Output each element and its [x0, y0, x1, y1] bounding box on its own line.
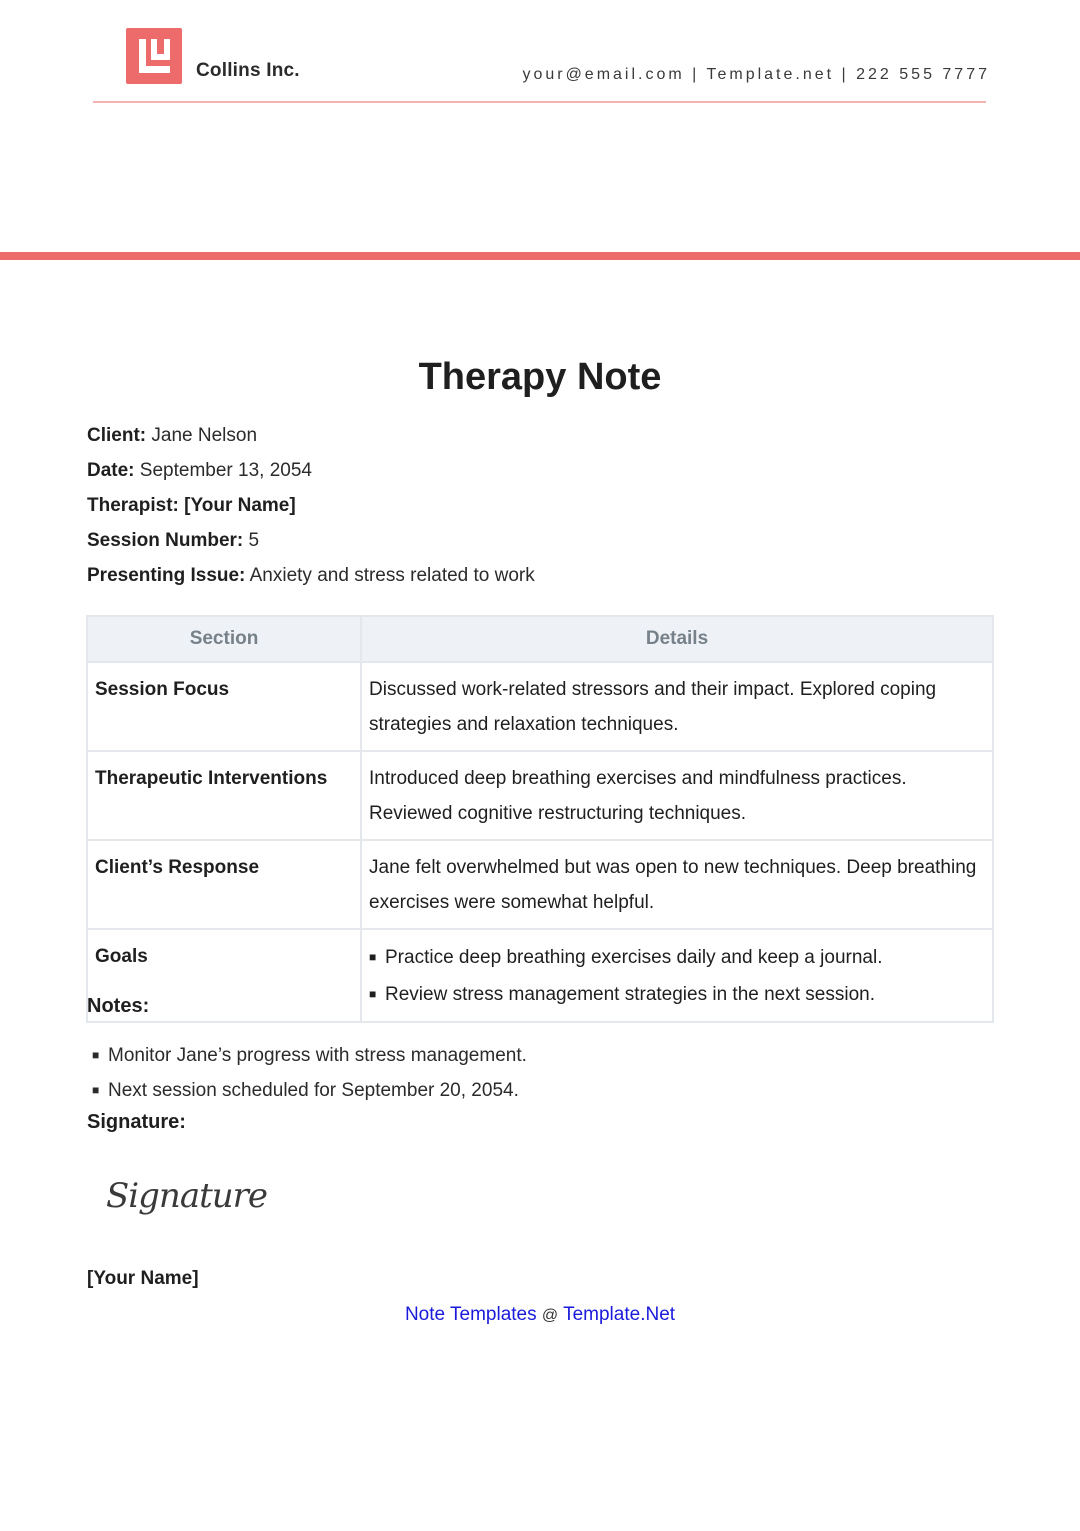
- table-row: [87, 840, 993, 929]
- field-client: [87, 425, 257, 447]
- contact-info: your@email.com | Template.net | 222 555 7777: [522, 66, 990, 83]
- goal-text: Review stress management strategies in the next session.: [385, 984, 876, 1005]
- footer-separator: @: [541, 1307, 559, 1324]
- field-value: September 13, 2054: [139, 460, 312, 481]
- field-session-number: [87, 530, 259, 552]
- row-details: Jane felt overwhelmed but was open to new techniques. Deep breathing exercises were somewhat helpful.: [361, 840, 993, 929]
- field-therapist: [87, 495, 296, 517]
- company-name: Collins Inc.: [196, 60, 300, 81]
- list-item: [92, 1038, 527, 1073]
- notes-list: [92, 1038, 527, 1108]
- column-header-section: Section: [87, 616, 361, 662]
- field-value: 5: [248, 530, 260, 551]
- session-table: [86, 615, 994, 1023]
- list-item: [369, 939, 985, 976]
- page-title: Therapy Note: [418, 356, 662, 398]
- accent-band: [0, 252, 1080, 260]
- note-text: Monitor Jane’s progress with stress management.: [108, 1045, 527, 1066]
- row-details: Introduced deep breathing exercises and mindfulness practices. Reviewed cognitive restructuring techniques.: [361, 751, 993, 840]
- table-row: [87, 929, 993, 1022]
- field-presenting-issue: [87, 565, 535, 587]
- note-text: Next session scheduled for September 20, 2054.: [108, 1080, 519, 1101]
- bullet-icon: ■: [369, 987, 377, 1001]
- field-label: Therapist:: [87, 495, 179, 516]
- table-row: [87, 662, 993, 751]
- row-section: Goals: [87, 929, 361, 1022]
- signature-heading: Signature:: [87, 1111, 186, 1133]
- field-value: Jane Nelson: [151, 425, 258, 446]
- notes-heading: Notes:: [87, 995, 150, 1017]
- table-header-row: [87, 616, 993, 662]
- row-section: Session Focus: [87, 662, 361, 751]
- table-row: [87, 751, 993, 840]
- bullet-icon: ■: [92, 1048, 100, 1062]
- signature-image: Signature: [106, 1176, 268, 1216]
- company-logo: [126, 28, 182, 84]
- row-details: [361, 929, 993, 1022]
- field-label: Client:: [87, 425, 147, 446]
- column-header-details: Details: [361, 616, 993, 662]
- field-label: Presenting Issue:: [87, 565, 246, 586]
- row-section: Client’s Response: [87, 840, 361, 929]
- field-label: Session Number:: [87, 530, 244, 551]
- field-label: Date:: [87, 460, 135, 481]
- signer-name: [Your Name]: [87, 1268, 199, 1289]
- goal-text: Practice deep breathing exercises daily and keep a journal.: [385, 947, 883, 968]
- row-details: Discussed work-related stressors and their impact. Explored coping strategies and relaxation techniques.: [361, 662, 993, 751]
- logo-mark-icon: [126, 28, 182, 84]
- footer: [0, 1304, 1080, 1326]
- header-divider: [93, 101, 986, 103]
- field-value: [Your Name]: [184, 495, 296, 516]
- row-section: Therapeutic Interventions: [87, 751, 361, 840]
- field-value: Anxiety and stress related to work: [249, 565, 535, 586]
- goals-list: [369, 939, 985, 1013]
- bullet-icon: ■: [92, 1083, 100, 1097]
- list-item: [92, 1073, 527, 1108]
- bullet-icon: ■: [369, 950, 377, 964]
- list-item: [369, 976, 985, 1013]
- template-net-link[interactable]: Template.Net: [563, 1304, 676, 1325]
- field-date: [87, 460, 312, 482]
- note-templates-link[interactable]: Note Templates: [404, 1304, 537, 1325]
